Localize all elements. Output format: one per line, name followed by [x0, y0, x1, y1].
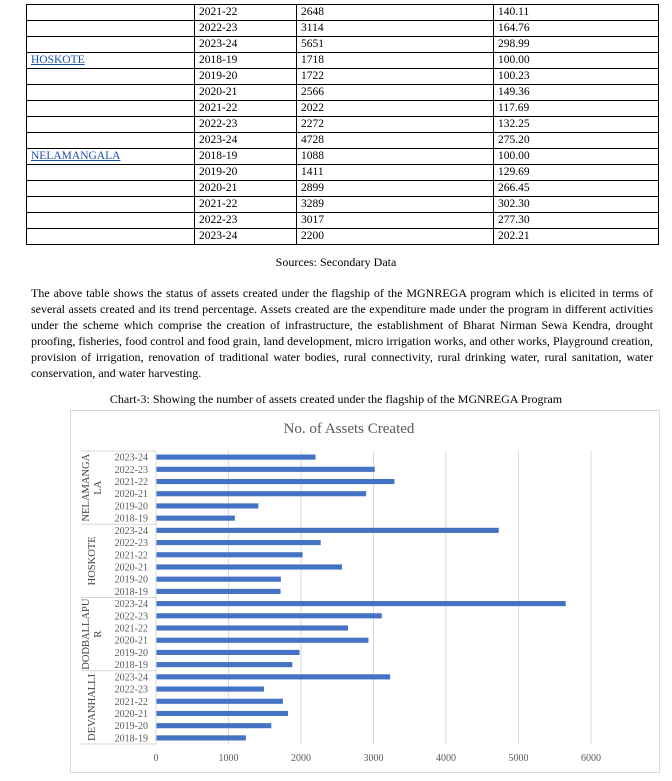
year-tick-label: 2023-24 — [114, 452, 148, 464]
taluk-cell — [27, 21, 195, 37]
year-cell: 2022-23 — [195, 213, 297, 229]
bar-dodballapur-2022-23 — [156, 613, 382, 618]
year-cell: 2021-22 — [195, 5, 297, 21]
taluk-cell — [27, 37, 195, 53]
trend-cell: 164.76 — [494, 21, 659, 37]
taluk-cell — [27, 5, 195, 21]
year-tick-label: 2019-20 — [114, 721, 148, 733]
year-cell: 2019-20 — [195, 165, 297, 181]
table-row — [27, 5, 659, 21]
assets-cell: 1718 — [297, 53, 494, 69]
table-row — [27, 69, 659, 85]
year-cell: 2021-22 — [195, 197, 297, 213]
year-tick-label: 2022-23 — [114, 611, 148, 623]
bar-hoskote-2018-19 — [156, 589, 281, 594]
assets-cell: 3289 — [297, 197, 494, 213]
bar-devanhalli-2019-20 — [156, 723, 271, 728]
group-label-hoskote: HOSKOTE — [87, 536, 98, 586]
group-label-nelamangala: LA — [93, 480, 104, 495]
trend-cell: 100.23 — [494, 69, 659, 85]
year-cell: 2023-24 — [195, 133, 297, 149]
year-cell: 2019-20 — [195, 69, 297, 85]
assets-cell: 2200 — [297, 229, 494, 245]
year-cell: 2020-21 — [195, 181, 297, 197]
year-tick-label: 2023-24 — [114, 525, 148, 537]
trend-cell: 302.30 — [494, 197, 659, 213]
table-row — [27, 101, 659, 117]
trend-cell: 266.45 — [494, 181, 659, 197]
x-tick-label: 1000 — [218, 753, 239, 764]
taluk-cell — [27, 53, 195, 69]
trend-cell: 275.20 — [494, 133, 659, 149]
trend-cell: 117.69 — [494, 101, 659, 117]
bar-dodballapur-2019-20 — [156, 650, 300, 655]
year-cell: 2022-23 — [195, 21, 297, 37]
taluk-cell — [27, 165, 195, 181]
year-tick-label: 2022-23 — [114, 464, 148, 476]
taluk-cell — [27, 213, 195, 229]
assets-bar-chart — [71, 411, 659, 772]
bar-hoskote-2022-23 — [156, 540, 321, 545]
taluk-cell — [27, 197, 195, 213]
table-row — [27, 213, 659, 229]
year-tick-label: 2022-23 — [114, 538, 148, 550]
bar-hoskote-2021-22 — [156, 552, 303, 557]
trend-cell: 277.30 — [494, 213, 659, 229]
year-tick-label: 2021-22 — [114, 623, 148, 635]
x-tick-label: 2000 — [291, 753, 311, 764]
assets-table — [26, 4, 659, 245]
group-label-nelamangala: NELAMANGA — [81, 453, 92, 522]
trend-cell: 202.21 — [494, 229, 659, 245]
bar-devanhalli-2022-23 — [156, 686, 264, 691]
trend-cell: 100.00 — [494, 149, 659, 165]
body-paragraph: The above table shows the status of assets created under the flagship of the MGNREGA program which is elicited in terms of several assets created and its trend percentage. Assets created are the expenditure made under the program in different activities under the scheme which comprise the creation of infrastructure, the establishment of Bharat Nirman Sewa Kendra, drought proofing, fisheries, food control and food grain, land development, micro irrigation works, and other works, Playground creation, provision of irrigation, renovation of traditional water bodies, rural connectivity, rural drinking water, rural sanitation, water conservation, and water harvesting. — [31, 286, 653, 380]
assets-table-body — [27, 5, 659, 245]
year-tick-label: 2020-21 — [114, 562, 148, 574]
table-row — [27, 85, 659, 101]
assets-cell: 3114 — [297, 21, 494, 37]
trend-cell: 132.25 — [494, 117, 659, 133]
year-tick-label: 2018-19 — [114, 660, 148, 672]
trend-cell: 298.99 — [494, 37, 659, 53]
chart-title: No. of Assets Created — [283, 421, 415, 437]
year-cell: 2022-23 — [195, 117, 297, 133]
assets-cell: 1088 — [297, 149, 494, 165]
year-tick-label: 2023-24 — [114, 672, 148, 684]
taluk-cell — [27, 101, 195, 117]
bar-devanhalli-2020-21 — [156, 711, 288, 716]
year-tick-label: 2023-24 — [114, 599, 148, 611]
taluk-cell — [27, 181, 195, 197]
taluk-cell — [27, 149, 195, 165]
taluk-cell — [27, 117, 195, 133]
assets-cell: 1722 — [297, 69, 494, 85]
year-cell: 2020-21 — [195, 85, 297, 101]
year-tick-label: 2020-21 — [114, 489, 148, 501]
year-tick-label: 2021-22 — [114, 477, 148, 489]
chart-caption: Chart-3: Showing the number of assets created under the flagship of the MGNREGA Program — [109, 392, 563, 406]
year-tick-label: 2019-20 — [114, 574, 148, 586]
year-tick-label: 2018-19 — [114, 513, 148, 525]
x-tick-label: 6000 — [581, 753, 601, 764]
taluk-cell — [27, 229, 195, 245]
taluk-cell — [27, 133, 195, 149]
bar-hoskote-2020-21 — [156, 564, 342, 569]
bar-nelamangala-2021-22 — [156, 479, 394, 484]
year-cell: 2023-24 — [195, 229, 297, 245]
bar-devanhalli-2018-19 — [156, 735, 246, 740]
bar-devanhalli-2021-22 — [156, 699, 283, 704]
assets-cell: 1411 — [297, 165, 494, 181]
assets-cell: 2899 — [297, 181, 494, 197]
bar-nelamangala-2019-20 — [156, 503, 258, 508]
bar-hoskote-2023-24 — [156, 528, 499, 533]
trend-cell: 149.36 — [494, 85, 659, 101]
assets-cell: 5651 — [297, 37, 494, 53]
year-tick-label: 2018-19 — [114, 586, 148, 598]
table-row — [27, 229, 659, 245]
year-cell: 2023-24 — [195, 37, 297, 53]
year-tick-label: 2021-22 — [114, 696, 148, 708]
assets-cell: 4728 — [297, 133, 494, 149]
year-tick-label: 2020-21 — [114, 635, 148, 647]
assets-cell: 2648 — [297, 5, 494, 21]
assets-cell: 2566 — [297, 85, 494, 101]
bar-dodballapur-2020-21 — [156, 638, 368, 643]
year-cell: 2018-19 — [195, 53, 297, 69]
group-label-dodballapur: R — [93, 630, 104, 638]
year-tick-label: 2022-23 — [114, 684, 148, 696]
year-cell: 2018-19 — [195, 149, 297, 165]
year-tick-label: 2019-20 — [114, 501, 148, 513]
table-row — [27, 133, 659, 149]
trend-cell: 140.11 — [494, 5, 659, 21]
taluk-link[interactable]: NELAMANGALA — [31, 150, 121, 162]
year-tick-label: 2020-21 — [114, 708, 148, 720]
taluk-cell — [27, 69, 195, 85]
assets-cell: 2272 — [297, 117, 494, 133]
x-tick-label: 0 — [153, 753, 159, 764]
table-row — [27, 181, 659, 197]
x-tick-label: 4000 — [436, 753, 456, 764]
year-tick-label: 2019-20 — [114, 647, 148, 659]
bar-hoskote-2019-20 — [156, 577, 281, 582]
trend-cell: 100.00 — [494, 53, 659, 69]
year-tick-label: 2018-19 — [114, 733, 148, 745]
bar-devanhalli-2023-24 — [156, 674, 390, 679]
group-label-devanhalli: DEVANHALLI — [87, 673, 98, 741]
chart-container — [70, 410, 660, 773]
table-row — [27, 149, 659, 165]
taluk-link[interactable]: HOSKOTE — [31, 54, 85, 66]
year-tick-label: 2021-22 — [114, 550, 148, 562]
table-row — [27, 117, 659, 133]
bar-dodballapur-2021-22 — [156, 625, 348, 630]
bar-nelamangala-2023-24 — [156, 455, 316, 460]
assets-cell: 3017 — [297, 213, 494, 229]
table-row — [27, 53, 659, 69]
bar-nelamangala-2018-19 — [156, 516, 235, 521]
assets-cell: 2022 — [297, 101, 494, 117]
year-cell: 2021-22 — [195, 101, 297, 117]
table-row — [27, 165, 659, 181]
table-row — [27, 21, 659, 37]
bar-dodballapur-2018-19 — [156, 662, 292, 667]
bar-nelamangala-2022-23 — [156, 467, 375, 472]
table-row — [27, 197, 659, 213]
trend-cell: 129.69 — [494, 165, 659, 181]
bar-nelamangala-2020-21 — [156, 491, 366, 496]
taluk-cell — [27, 85, 195, 101]
x-tick-label: 5000 — [508, 753, 529, 764]
x-tick-label: 3000 — [363, 753, 384, 764]
group-label-dodballapur: DODBALLAPU — [81, 598, 92, 670]
bar-dodballapur-2023-24 — [156, 601, 566, 606]
table-source-note: Sources: Secondary Data — [275, 255, 397, 269]
table-row — [27, 37, 659, 53]
